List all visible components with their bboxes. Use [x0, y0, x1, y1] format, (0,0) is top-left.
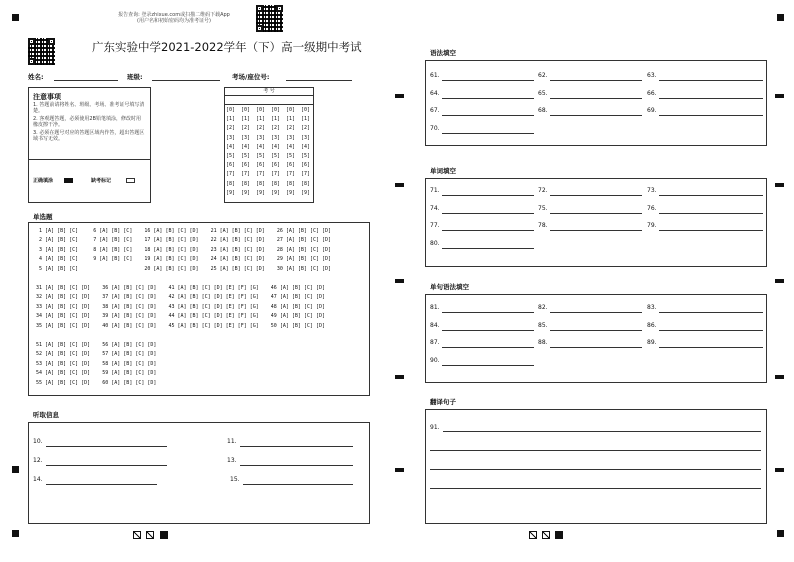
answer-line[interactable] — [550, 98, 642, 99]
exam-digit-bubble[interactable]: [0] — [226, 107, 236, 113]
exam-digit-bubble[interactable]: [1] — [286, 116, 296, 123]
correct-fill-sample — [64, 178, 73, 183]
answer-line[interactable] — [442, 347, 534, 348]
corner-mark — [12, 14, 19, 21]
answer-line[interactable] — [442, 80, 534, 81]
answer-line[interactable] — [659, 115, 763, 116]
translation-line[interactable] — [430, 488, 761, 489]
answer-number: 80. — [430, 239, 440, 247]
timing-mark — [12, 466, 19, 473]
answer-number: 84. — [430, 321, 440, 329]
answer-line[interactable] — [659, 347, 763, 348]
answer-line[interactable] — [240, 446, 353, 447]
class-label: 班级: — [127, 73, 143, 81]
answer-number: 73. — [647, 187, 657, 194]
translation-heading: 翻译句子 — [430, 398, 456, 406]
answer-line[interactable] — [659, 80, 763, 81]
answer-number: 89. — [647, 339, 657, 346]
exam-digit-bubble[interactable]: [8] — [241, 180, 251, 187]
answer-line[interactable] — [442, 230, 534, 231]
exam-digit-bubble[interactable]: [5] — [301, 153, 311, 159]
answer-number: 83. — [647, 304, 657, 311]
exam-digit-bubble[interactable]: [5] — [226, 153, 236, 159]
exam-number-grid — [226, 107, 312, 201]
translation-box — [425, 409, 767, 524]
exam-digit-bubble[interactable]: [2] — [256, 125, 266, 132]
answer-line[interactable] — [442, 248, 534, 249]
listening-heading: 听取信息 — [33, 411, 59, 419]
answer-line[interactable] — [659, 312, 763, 313]
correct-fill-label: 正确填涂 — [33, 178, 54, 184]
answer-number: 76. — [647, 204, 657, 212]
exam-digit-bubble[interactable]: [0] — [271, 107, 281, 113]
answer-number: 70. — [430, 124, 440, 132]
exam-number-header: 考 号 — [263, 88, 275, 94]
answer-line[interactable] — [46, 484, 157, 485]
answer-number: 14. — [33, 476, 43, 483]
note-item: 3. 必须在题号对应的答题区域内作答，超出答题区域书写无效。 — [33, 130, 145, 142]
answer-number: 79. — [647, 222, 657, 229]
name-field[interactable] — [54, 80, 118, 81]
answer-line[interactable] — [550, 115, 642, 116]
page-marker — [133, 531, 141, 539]
word-fill-box — [425, 178, 767, 267]
exam-digit-bubble[interactable]: [4] — [226, 143, 236, 150]
exam-digit-bubble[interactable]: [3] — [256, 134, 266, 141]
answer-number: 63. — [647, 72, 657, 79]
exam-digit-bubble[interactable]: [3] — [301, 134, 311, 141]
corner-mark — [777, 14, 784, 21]
room-field[interactable] — [286, 80, 352, 81]
page-title: 广东实验中学2021-2022学年（下）高一级期中考试 — [92, 40, 362, 54]
answer-number: 86. — [647, 321, 657, 329]
answer-number: 61. — [430, 72, 440, 79]
exam-digit-bubble[interactable]: [6] — [256, 162, 266, 169]
answer-number: 82. — [538, 304, 548, 311]
word-fill-heading: 单词填空 — [430, 167, 456, 175]
notice-line: 报告查询: 登录zhixue.com或扫描二维码下载App — [118, 12, 230, 18]
class-field[interactable] — [152, 80, 220, 81]
timing-mark — [395, 94, 404, 98]
name-label: 姓名: — [28, 73, 44, 81]
choice-block-1[interactable]: 1 [A] [B] [C] 6 [A] [B] [C] 16 [A] [B] [C] [D] 21 [A] [B] [C] [D] 26 [A] [B] [C] [D] 2 [A] [B] [C] 7 [A] [B] [C] 17 [A] [B] [C] [D] 22 [A] [B] [C] [D] 27 [A] [B] [C] [D] 3 [A] [B] [C] 8 [A] [B] [C] 18 [A] [B] [C] [D] 23 [A] [B] [C] [D] 28 [A] [B] [C] [D] 4 [A] [B] [C] 9 [A] [B] [C] 19 [A] [B] [C] [D] 24 [A] [B] [C] [D] 29 [A] [B] [C] [D] 5 [A] [B] [C] 20 [A] [B] [C] [D] 25 [A] [B] [C] [D] 30 [A] [B] [C] [D] — [39, 228, 332, 272]
exam-digit-bubble[interactable]: [4] — [271, 143, 281, 150]
translation-line[interactable] — [430, 469, 761, 470]
exam-digit-bubble[interactable]: [3] — [271, 134, 281, 141]
exam-digit-bubble[interactable]: [2] — [241, 125, 251, 132]
answer-line[interactable] — [442, 330, 534, 331]
exam-digit-bubble[interactable]: [9] — [241, 189, 251, 196]
choice-block-2[interactable]: 31 [A] [B] [C] [D] 36 [A] [B] [C] [D] 41 [A] [B] [C] [D] [E] [F] [G] 46 [A] [B] [C] [D] 32 [A] [B] [C] [D] 37 [A] [B] [C] [D] 42 [A] [B] [C] [D] [E] [F] [G] 47 [A] [B] [C] [D] 33 [A] [B] [C] [D] 38 [A] [B] [C] [D] 43 [A] [B] [C] [D] [E] [F] [G] 48 [A] [B] [C] [D] 34 [A] [B] [C] [D] 39 [A] [B] [C] [D] 44 [A] [B] [C] [D] [E] [F] [G] 49 [A] [B] [C] [D] 35 [A] [B] [C] [D] 40 [A] [B] [C] [D] 45 [A] [B] [C] [D] [E] [F] [G] 50 [A] [B] [C] [D] — [36, 285, 325, 329]
answer-line[interactable] — [442, 365, 534, 366]
answer-line[interactable] — [659, 98, 763, 99]
answer-number: 65. — [538, 89, 548, 97]
exam-digit-bubble[interactable]: [4] — [286, 143, 296, 150]
exam-digit-bubble[interactable]: [7] — [241, 171, 251, 178]
answer-number: 72. — [538, 187, 548, 194]
page-marker — [146, 531, 154, 539]
exam-digit-bubble[interactable]: [8] — [226, 180, 236, 187]
notes-list — [33, 102, 145, 142]
answer-line[interactable] — [442, 133, 534, 134]
answer-line[interactable] — [550, 312, 642, 313]
exam-digit-bubble[interactable]: [8] — [286, 180, 296, 187]
answer-line[interactable] — [550, 230, 642, 231]
corner-mark — [777, 530, 784, 537]
exam-digit-bubble[interactable]: [2] — [286, 125, 296, 132]
grammar-fill-heading: 语法填空 — [430, 49, 456, 57]
exam-digit-bubble[interactable]: [9] — [256, 189, 266, 196]
answer-number: 90. — [430, 356, 440, 364]
exam-digit-bubble[interactable]: [0] — [256, 107, 266, 113]
answer-line[interactable] — [550, 347, 642, 348]
exam-digit-bubble[interactable]: [5] — [271, 153, 281, 159]
answer-number: 62. — [538, 72, 548, 79]
note-item: 1. 答题前请将姓名、班级、考场、准考证号填写清楚。 — [33, 102, 145, 114]
timing-mark — [395, 468, 404, 472]
exam-digit-bubble[interactable]: [4] — [241, 143, 251, 150]
answer-number: 66. — [647, 89, 657, 97]
answer-number: 11. — [227, 438, 237, 445]
timing-mark — [775, 375, 784, 379]
answer-number: 75. — [538, 204, 548, 212]
exam-digit-bubble[interactable]: [3] — [226, 134, 236, 141]
answer-number: 81. — [430, 304, 440, 311]
page-marker — [529, 531, 537, 539]
exam-digit-bubble[interactable]: [0] — [286, 107, 296, 113]
qr-code — [256, 5, 283, 32]
page-marker — [160, 531, 168, 539]
exam-digit-bubble[interactable]: [0] — [301, 107, 311, 113]
exam-digit-bubble[interactable]: [9] — [301, 189, 311, 196]
exam-digit-bubble[interactable]: [5] — [286, 153, 296, 159]
exam-digit-bubble[interactable]: [7] — [271, 171, 281, 178]
qr-code — [28, 38, 55, 65]
answer-line[interactable] — [442, 115, 534, 116]
answer-number: 74. — [430, 204, 440, 212]
answer-number: 91. — [430, 424, 440, 431]
timing-mark — [775, 468, 784, 472]
notice-line: (用户名和初始密码均为准考证号) — [137, 18, 211, 24]
answer-line[interactable] — [442, 195, 534, 196]
exam-digit-bubble[interactable]: [2] — [301, 125, 311, 132]
exam-digit-bubble[interactable]: [6] — [301, 162, 311, 169]
answer-line[interactable] — [243, 484, 353, 485]
exam-digit-bubble[interactable]: [2] — [226, 125, 236, 132]
sentence-grammar-heading: 单句语法填空 — [430, 283, 469, 291]
exam-digit-bubble[interactable]: [3] — [286, 134, 296, 141]
answer-line[interactable] — [46, 465, 167, 466]
note-item: 2. 客观题答题，必须使用2B铅笔填涂，修改时用橡皮擦干净。 — [33, 116, 141, 128]
exam-digit-bubble[interactable]: [5] — [241, 153, 251, 159]
exam-digit-bubble[interactable]: [9] — [286, 189, 296, 196]
timing-mark — [775, 183, 784, 187]
timing-mark — [775, 94, 784, 98]
answer-number: 68. — [538, 107, 548, 114]
answer-number: 64. — [430, 89, 440, 97]
absent-label: 缺考标记 — [91, 178, 112, 184]
answer-number: 15. — [230, 476, 240, 483]
answer-line[interactable] — [550, 80, 642, 81]
answer-number: 69. — [647, 107, 657, 114]
exam-digit-bubble[interactable]: [1] — [241, 116, 251, 123]
answer-number: 77. — [430, 222, 440, 229]
exam-digit-bubble[interactable]: [5] — [256, 153, 266, 159]
exam-digit-bubble[interactable]: [0] — [241, 107, 251, 113]
page-marker — [555, 531, 563, 539]
answer-number: 10. — [33, 438, 43, 445]
answer-number: 67. — [430, 107, 440, 114]
answer-line[interactable] — [550, 213, 642, 214]
timing-mark — [395, 183, 404, 187]
answer-line[interactable] — [442, 312, 534, 313]
page-marker — [542, 531, 550, 539]
report-notice — [104, 12, 244, 24]
exam-digit-bubble[interactable]: [7] — [226, 171, 236, 178]
notes-divider — [28, 159, 151, 160]
exam-digit-bubble[interactable]: [7] — [256, 171, 266, 178]
exam-digit-bubble[interactable]: [8] — [256, 180, 266, 187]
timing-mark — [395, 279, 404, 283]
sentence-grammar-box — [425, 294, 767, 383]
corner-mark — [12, 530, 19, 537]
exam-digit-bubble[interactable]: [9] — [271, 189, 281, 196]
answer-line[interactable] — [659, 330, 763, 331]
listening-box — [28, 422, 370, 524]
answer-line[interactable] — [550, 195, 642, 196]
answer-line[interactable] — [659, 230, 763, 231]
answer-number: 87. — [430, 339, 440, 346]
answer-line[interactable] — [240, 465, 353, 466]
exam-digit-bubble[interactable]: [4] — [301, 143, 311, 150]
timing-mark — [395, 375, 404, 379]
answer-line[interactable] — [46, 446, 167, 447]
answer-number: 78. — [538, 222, 548, 229]
exam-digit-bubble[interactable]: [6] — [226, 162, 236, 169]
exam-digit-bubble[interactable]: [8] — [301, 180, 311, 187]
notes-heading: 注意事项 — [33, 93, 61, 101]
answer-number: 13. — [227, 457, 237, 464]
exam-number-divider — [224, 95, 314, 96]
exam-digit-bubble[interactable]: [9] — [226, 189, 236, 196]
absent-checkbox[interactable] — [126, 178, 135, 183]
timing-mark — [775, 279, 784, 283]
single-choice-heading: 单选题 — [33, 213, 53, 221]
exam-digit-bubble[interactable]: [1] — [301, 116, 311, 123]
exam-digit-bubble[interactable]: [8] — [271, 180, 281, 187]
exam-digit-bubble[interactable]: [1] — [226, 116, 236, 123]
answer-line[interactable] — [550, 330, 642, 331]
exam-number-divider — [224, 104, 314, 105]
exam-digit-bubble[interactable]: [6] — [271, 162, 281, 169]
answer-line[interactable] — [659, 213, 763, 214]
room-label: 考场/座位号: — [232, 73, 270, 81]
exam-digit-bubble[interactable]: [1] — [256, 116, 266, 123]
exam-digit-bubble[interactable]: [6] — [286, 162, 296, 169]
answer-number: 88. — [538, 339, 548, 346]
answer-number: 85. — [538, 321, 548, 329]
exam-digit-bubble[interactable]: [7] — [301, 171, 311, 178]
translation-line[interactable] — [443, 431, 761, 432]
answer-line[interactable] — [442, 213, 534, 214]
exam-digit-bubble[interactable]: [7] — [286, 171, 296, 178]
answer-line[interactable] — [442, 98, 534, 99]
answer-number: 12. — [33, 457, 43, 464]
exam-digit-bubble[interactable]: [1] — [271, 116, 281, 123]
translation-line[interactable] — [430, 450, 761, 451]
exam-digit-bubble[interactable]: [3] — [241, 134, 251, 141]
exam-digit-bubble[interactable]: [4] — [256, 143, 266, 150]
answer-line[interactable] — [659, 195, 763, 196]
exam-digit-bubble[interactable]: [2] — [271, 125, 281, 132]
choice-block-3[interactable]: 51 [A] [B] [C] [D] 56 [A] [B] [C] [D] 52 [A] [B] [C] [D] 57 [A] [B] [C] [D] 53 [A] [B] [C] [D] 58 [A] [B] [C] [D] 54 [A] [B] [C] [D] 59 [A] [B] [C] [D] 55 [A] [B] [C] [D] 60 [A] [B] [C] [D] — [36, 342, 157, 386]
exam-digit-bubble[interactable]: [6] — [241, 162, 251, 169]
answer-number: 71. — [430, 187, 440, 194]
